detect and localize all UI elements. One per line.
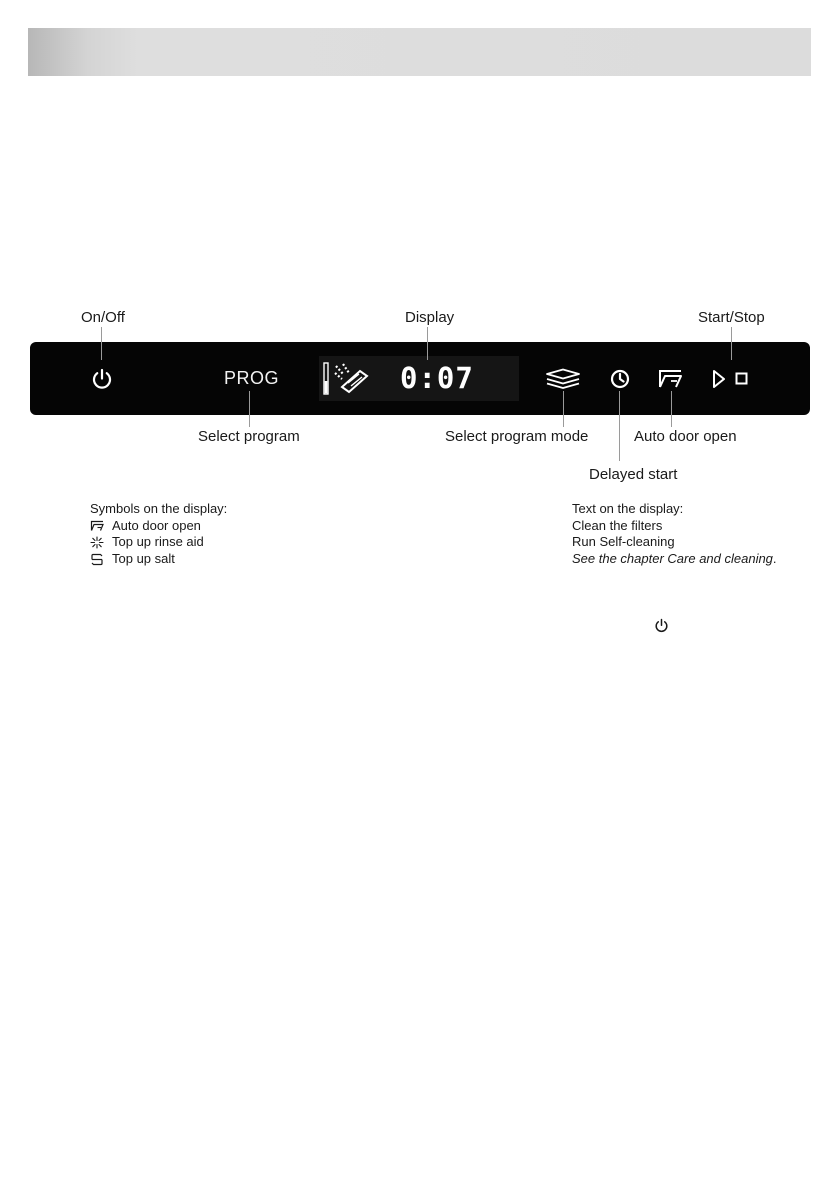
stop-icon[interactable] xyxy=(734,371,750,387)
text-line: Clean the filters xyxy=(572,517,663,533)
chapter-reference-period: . xyxy=(772,550,777,566)
door-open-icon[interactable] xyxy=(657,368,685,390)
symbols-legend xyxy=(90,501,227,567)
display-text-legend xyxy=(572,501,777,567)
leader-line-on-off xyxy=(101,327,102,360)
label-on-off: On/Off xyxy=(81,309,125,326)
play-icon[interactable] xyxy=(711,368,727,390)
label-delayed-start: Delayed start xyxy=(589,466,678,483)
leader-line-auto-door-open xyxy=(671,391,672,427)
symbols-heading: Symbols on the display: xyxy=(90,501,228,516)
leader-line-display xyxy=(427,327,428,360)
leader-line-delayed-start xyxy=(619,391,620,461)
salt-icon xyxy=(90,553,104,566)
label-auto-door-open: Auto door open xyxy=(634,428,737,445)
power-icon[interactable] xyxy=(91,368,113,390)
power-icon xyxy=(654,618,669,633)
prog-button[interactable]: PROG xyxy=(224,368,280,388)
legend-label: Top up rinse aid xyxy=(112,534,204,549)
legend-item xyxy=(90,551,227,568)
leader-line-select-program xyxy=(249,391,250,427)
legend-label: Auto door open xyxy=(112,517,201,533)
legend-item xyxy=(90,534,227,551)
shower-spray-icon xyxy=(322,361,372,397)
legend-label: Top up salt xyxy=(112,550,175,566)
clock-icon[interactable] xyxy=(609,368,631,390)
leader-line-start-stop xyxy=(731,327,732,360)
rinse-aid-icon xyxy=(90,536,104,549)
text-line: Run Self-cleaning xyxy=(572,534,675,549)
label-start-stop: Start/Stop xyxy=(698,309,765,326)
chapter-reference xyxy=(572,551,777,568)
text-heading: Text on the display: xyxy=(572,501,684,516)
door-open-icon xyxy=(90,520,105,532)
label-display: Display xyxy=(405,309,455,326)
legend-item xyxy=(90,518,227,535)
leader-line-select-program-mode xyxy=(563,391,564,427)
header-bar xyxy=(28,28,811,76)
layers-icon[interactable] xyxy=(545,368,581,390)
label-select-program-mode: Select program mode xyxy=(445,428,589,445)
display-time: 0:07 xyxy=(400,361,474,395)
chapter-reference-text: See the chapter Care and cleaning xyxy=(572,550,773,566)
label-select-program: Select program xyxy=(198,428,300,445)
